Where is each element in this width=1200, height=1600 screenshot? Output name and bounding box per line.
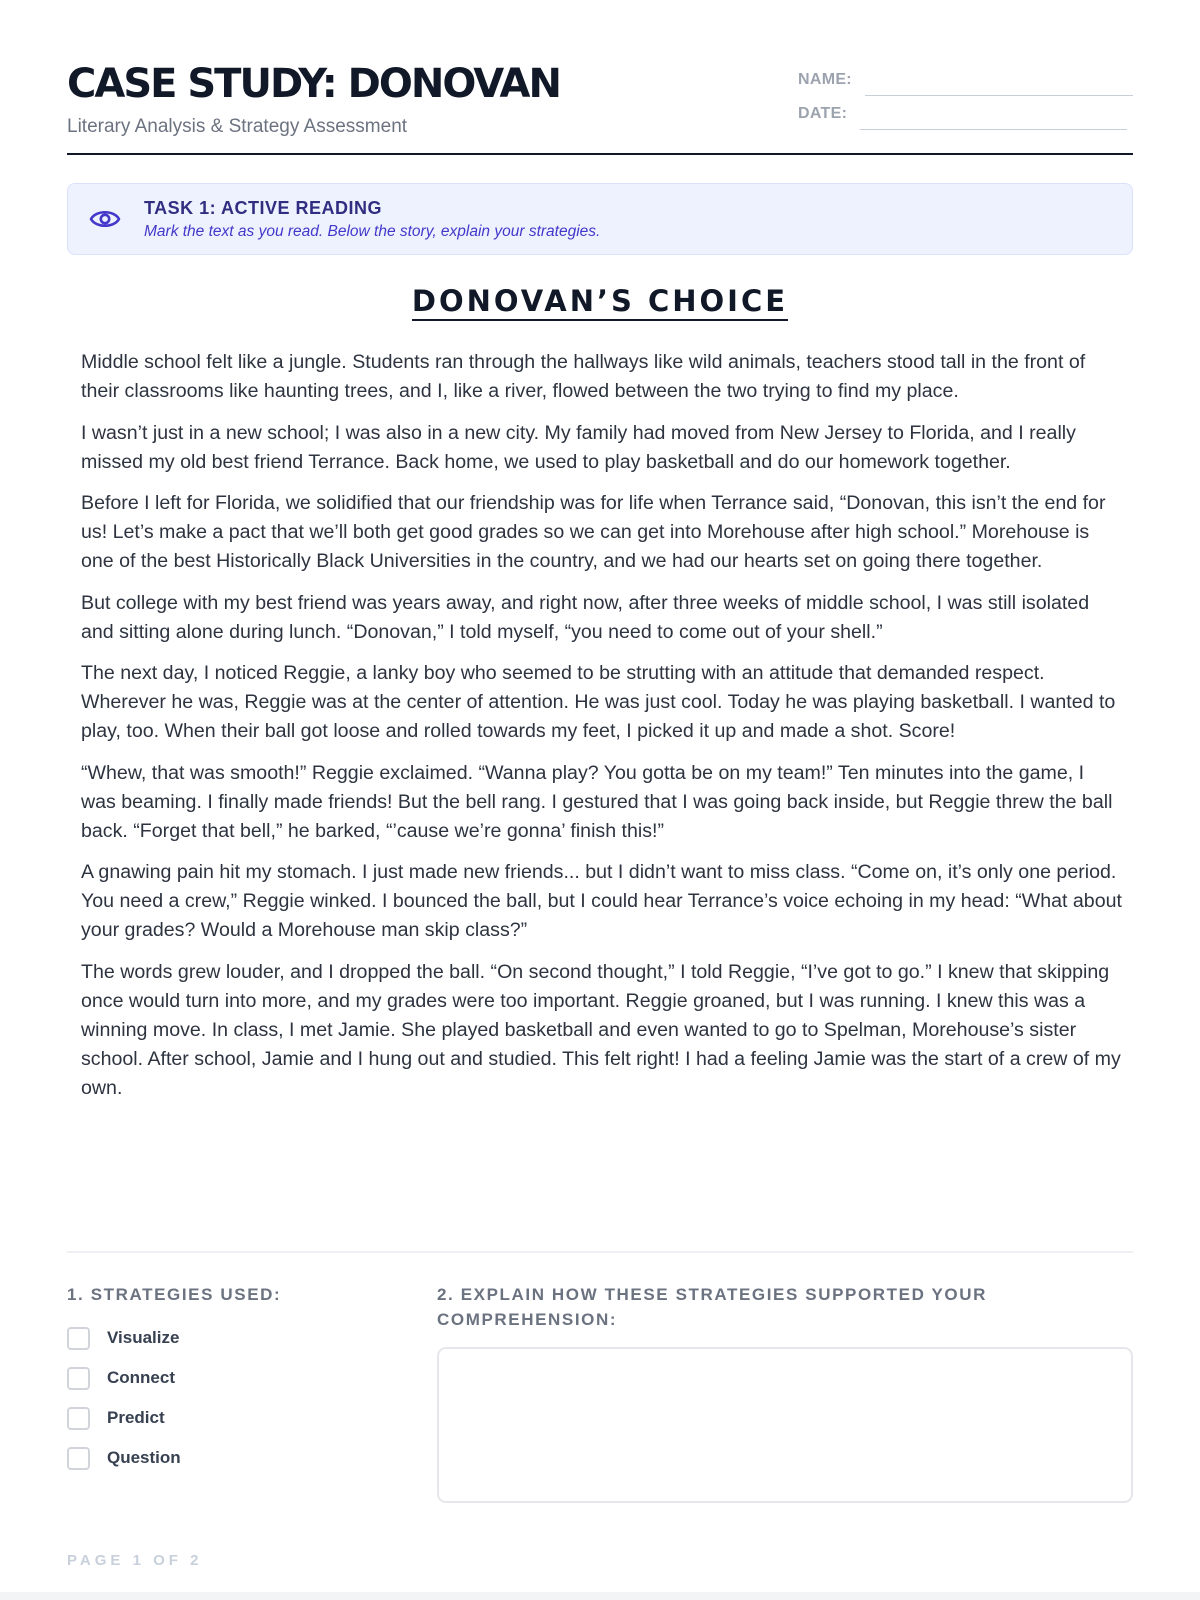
page-title: CASE STUDY: DONOVAN (67, 61, 560, 107)
page-subtitle: Literary Analysis & Strategy Assessment (67, 116, 408, 137)
strategy-list (67, 1327, 397, 1487)
visualize-checkbox[interactable] (67, 1327, 90, 1350)
eye-icon (88, 204, 122, 234)
story-paragraph: Before I left for Florida, we solidified that our friendship was for life when Terrance said, “Donovan, this isn’t the end for us! Let’s make a pact that we’ll both get good grades so we can get into Morehouse after high school.” Morehouse is one of the best Historically Black Universities in the country, and we had our hearts set on going there together. (81, 492, 1106, 572)
name-label: NAME: (798, 71, 852, 88)
task-instructions: Mark the text as you read. Below the story, explain your strategies. (144, 223, 601, 240)
story-paragraph: The words grew louder, and I dropped the ball. “On second thought,” I told Reggie, “I’ve got to go.” I knew that skipping once would turn into more, and my grades were too important. Reggie groaned, but I was running. I knew this was a winning move. In class, I met Jamie. She played basketball and even wanted to go to Spelman, Morehouse’s sister school. After school, Jamie and I hung out and studied. This felt right! I had a feeling Jamie was the start of a crew of my own. (81, 960, 1121, 1099)
strategy-label: Visualize (107, 1328, 180, 1347)
strategies-heading: 1. STRATEGIES USED: (67, 1285, 282, 1304)
explain-answer-box[interactable] (437, 1347, 1133, 1503)
date-line[interactable] (860, 129, 1127, 130)
question-checkbox[interactable] (67, 1447, 90, 1470)
story-paragraph: But college with my best friend was years away, and right now, after three weeks of middle school, I was still isolated and sitting alone during lunch. “Donovan,” I told myself, “you need to come out of your shell.” (81, 591, 1090, 643)
task-box (67, 183, 1133, 255)
strategy-visualize[interactable] (67, 1327, 397, 1367)
story-paragraph: Middle school felt like a jungle. Students ran through the hallways like wild animals, teachers stood tall in the front of their classrooms like haunting trees, and I, like a river, flowed between the two trying to find my place. (81, 351, 1086, 402)
section-divider (67, 1251, 1133, 1253)
story-text (81, 348, 1123, 1115)
strategy-label: Connect (107, 1368, 175, 1387)
explain-section (437, 1282, 1133, 1332)
strategy-connect[interactable] (67, 1367, 397, 1407)
strategy-label: Predict (107, 1408, 165, 1427)
task-title: TASK 1: ACTIVE READING (144, 198, 383, 218)
strategy-label: Question (107, 1448, 181, 1467)
header-divider (67, 153, 1133, 155)
connect-checkbox[interactable] (67, 1367, 90, 1390)
date-label: DATE: (798, 105, 848, 122)
name-field[interactable] (798, 68, 1133, 96)
name-line[interactable] (865, 95, 1133, 96)
page-number: PAGE 1 OF 2 (67, 1552, 203, 1569)
explain-heading: 2. EXPLAIN HOW THESE STRATEGIES SUPPORTED YOUR COMPREHENSION: (437, 1285, 987, 1329)
header (67, 60, 1133, 155)
strategies-section (67, 1282, 397, 1487)
story-paragraph: I wasn’t just in a new school; I was also in a new city. My family had moved from New Jersey to Florida, and I really missed my old best friend Terrance. Back home, we used to play basketball and do our homework together. (81, 421, 1076, 473)
story-paragraph: A gnawing pain hit my stomach. I just made new friends... but I didn’t want to miss class. “Come on, it’s only one period. You need a crew,” Reggie winked. I bounced the ball, but I could hear Terrance’s voice echoing in my head: “What about your grades? Would a Morehouse man skip class?” (81, 861, 1122, 941)
story-title-text: DONOVAN’S CHOICE (412, 284, 788, 321)
story-paragraph: The next day, I noticed Reggie, a lanky boy who seemed to be strutting with an attitude that demanded respect. Wherever he was, Reggie was at the center of attention. He was just cool. Today he was playing basketball. I wanted to play, too. When their ball got loose and rolled towards my feet, I picked it up and made a shot. Score! (81, 662, 1116, 742)
predict-checkbox[interactable] (67, 1407, 90, 1430)
bottom-band (0, 1592, 1200, 1600)
story-paragraph: “Whew, that was smooth!” Reggie exclaimed. “Wanna play? You gotta be on my team!” Ten minutes into the game, I was beaming. I finally made friends! But the bell rang. I gestured that I was going back inside, but Reggie threw the ball back. “Forget that bell,” he barked, “’cause we’re gonna’ finish this!” (81, 761, 1113, 842)
strategy-predict[interactable] (67, 1407, 397, 1447)
strategy-question[interactable] (67, 1447, 397, 1487)
story-title (0, 284, 1200, 318)
date-field[interactable] (798, 102, 1133, 130)
